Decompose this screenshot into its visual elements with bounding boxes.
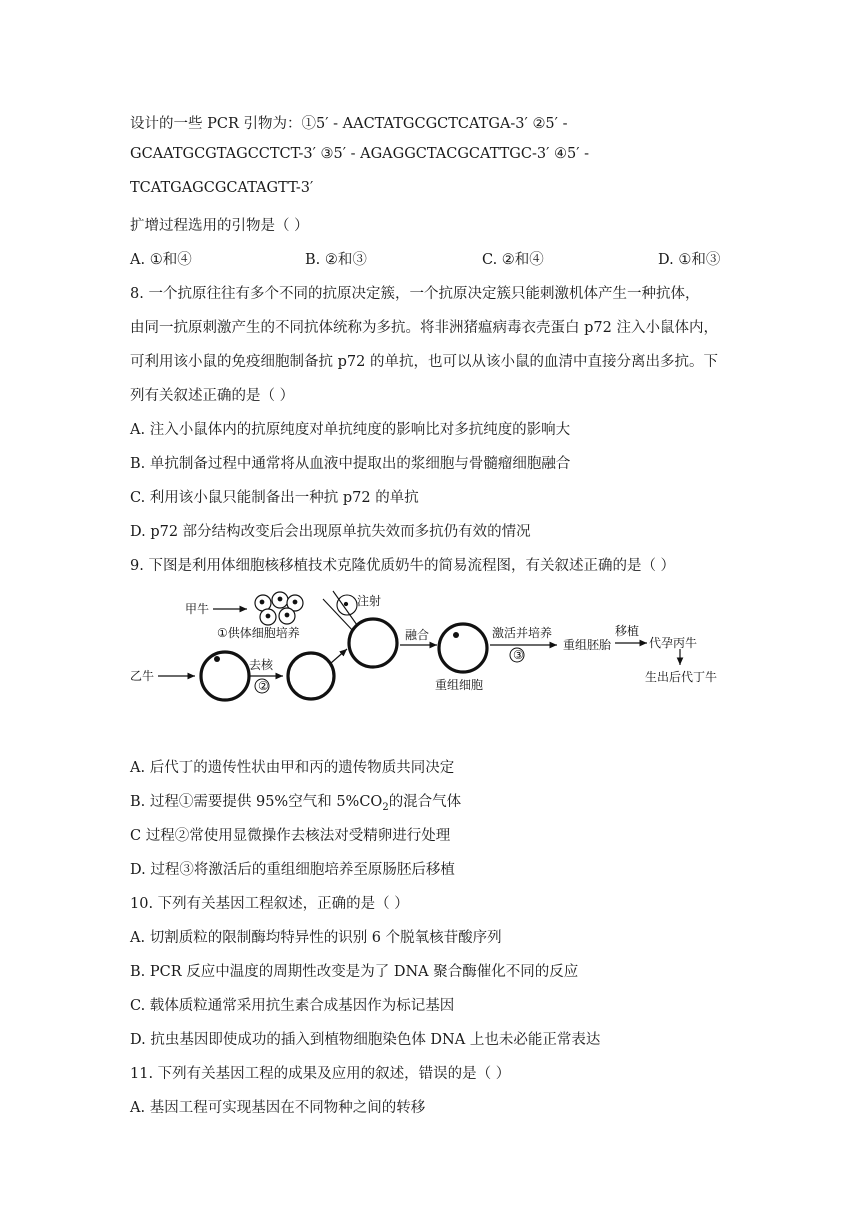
label-activate: 激活并培养: [492, 626, 553, 640]
label-donor-culture: ①供体细胞培养: [217, 626, 300, 640]
q8-stem-1: 8. 一个抗原往往有多个不同的抗原决定簇，一个抗原决定簇只能刺激机体产生一种抗体，: [130, 286, 700, 302]
q10-option-d: D. 抗虫基因即使成功的插入到植物细胞染色体 DNA 上也未必能正常表达: [130, 1032, 601, 1048]
q7-option-d: D. ①和③: [658, 252, 721, 268]
label-transplant: 移植: [615, 624, 640, 638]
q9-option-b-subscript: 2: [382, 801, 389, 813]
label-inject: 注射: [357, 594, 382, 608]
label-embryo: 重组胚胎: [563, 638, 612, 652]
q7-option-a: A. ①和④: [130, 252, 192, 268]
q9-option-b-tail: 的混合气体: [388, 794, 462, 810]
q10-option-c: C. 载体质粒通常采用抗生素合成基因作为标记基因: [130, 998, 455, 1014]
q9-option-a: A. 后代丁的遗传性状由甲和丙的遗传物质共同决定: [130, 760, 455, 776]
q8-option-c: C. 利用该小鼠只能制备出一种抗 p72 的单抗: [130, 490, 419, 506]
label-step-3: ③: [513, 648, 524, 662]
q7-line-3: TCATGAGCGCATAGTT-3′: [130, 180, 314, 196]
q9-option-c: C 过程②常使用显微操作去核法对受精卵进行处理: [130, 828, 451, 844]
donor-cells-icon: [255, 592, 303, 625]
q7-line-1: 设计的一些 PCR 引物为：①5′ - AACTATGCGCTCATGA-3′ ②5′ -: [130, 116, 568, 132]
q8-option-d: D. p72 部分结构改变后会出现原单抗失效而多抗仍有效的情况: [130, 524, 531, 540]
q8-stem-2: 由同一抗原刺激产生的不同抗体统称为多抗。将非洲猪瘟病毒衣壳蛋白 p72 注入小鼠体内，: [130, 320, 718, 336]
q7-option-b: B. ②和③: [305, 252, 367, 268]
q8-stem-4: 列有关叙述正确的是（ ）: [130, 388, 295, 404]
q8-option-a: A. 注入小鼠体内的抗原纯度对单抗纯度的影响比对多抗纯度的影响大: [130, 422, 571, 438]
label-jia-cow: 甲牛: [185, 602, 210, 616]
q7-line-4: 扩增过程选用的引物是（ ）: [130, 218, 309, 234]
label-recombinant-cell: 重组细胞: [435, 678, 484, 692]
oocyte-nucleus-icon: [214, 656, 220, 662]
label-fusion: 融合: [405, 628, 430, 642]
oocyte-icon: [201, 652, 249, 700]
q9-option-b: [130, 790, 461, 813]
label-surrogate: 代孕丙牛: [649, 636, 698, 650]
q10-option-b: B. PCR 反应中温度的周期性改变是为了 DNA 聚合酶催化不同的反应: [130, 964, 579, 980]
enucleated-oocyte-icon: [288, 653, 334, 699]
recombinant-nucleus-icon: [453, 632, 459, 638]
q11-stem: 11. 下列有关基因工程的成果及应用的叙述，错误的是（ ）: [130, 1066, 511, 1082]
q7-line-2: GCAATGCGTAGCCTCT-3′ ③5′ - AGAGGCTACGCATTGC-3′ ④5′ -: [130, 146, 590, 162]
q10-option-a: A. 切割质粒的限制酶均特异性的识别 6 个脱氧核苷酸序列: [130, 930, 502, 946]
q9-option-b-main: B. 过程①需要提供 95%空气和 5%CO: [130, 794, 383, 810]
q8-option-b: B. 单抗制备过程中通常将从血液中提取出的浆细胞与骨髓瘤细胞融合: [130, 456, 571, 472]
q8-stem-3: 可利用该小鼠的免疫细胞制备抗 p72 的单抗，也可以从该小鼠的血清中直接分离出多抗。下: [130, 354, 718, 370]
q9-option-d: D. 过程③将激活后的重组细胞培养至原肠胚后移植: [130, 862, 455, 878]
q11-option-a: A. 基因工程可实现基因在不同物种之间的转移: [130, 1100, 426, 1116]
q9-stem: 9. 下图是利用体细胞核移植技术克隆优质奶牛的简易流程图，有关叙述正确的是（ ）: [130, 558, 676, 574]
cloning-flow-diagram: [125, 585, 735, 705]
label-step-2: ②: [258, 679, 269, 693]
q10-stem: 10. 下列有关基因工程叙述，正确的是（ ）: [130, 896, 409, 912]
recombinant-cell-icon: [439, 624, 487, 672]
label-offspring: 生出后代丁牛: [645, 670, 718, 684]
injection-needle-icon: [323, 591, 357, 633]
injected-oocyte-icon: [349, 619, 397, 667]
q7-option-c: C. ②和④: [482, 252, 544, 268]
label-yi-cow: 乙牛: [130, 669, 155, 683]
label-enucleate: 去核: [249, 658, 274, 672]
arrow-to-injected-oocyte: [331, 649, 347, 663]
